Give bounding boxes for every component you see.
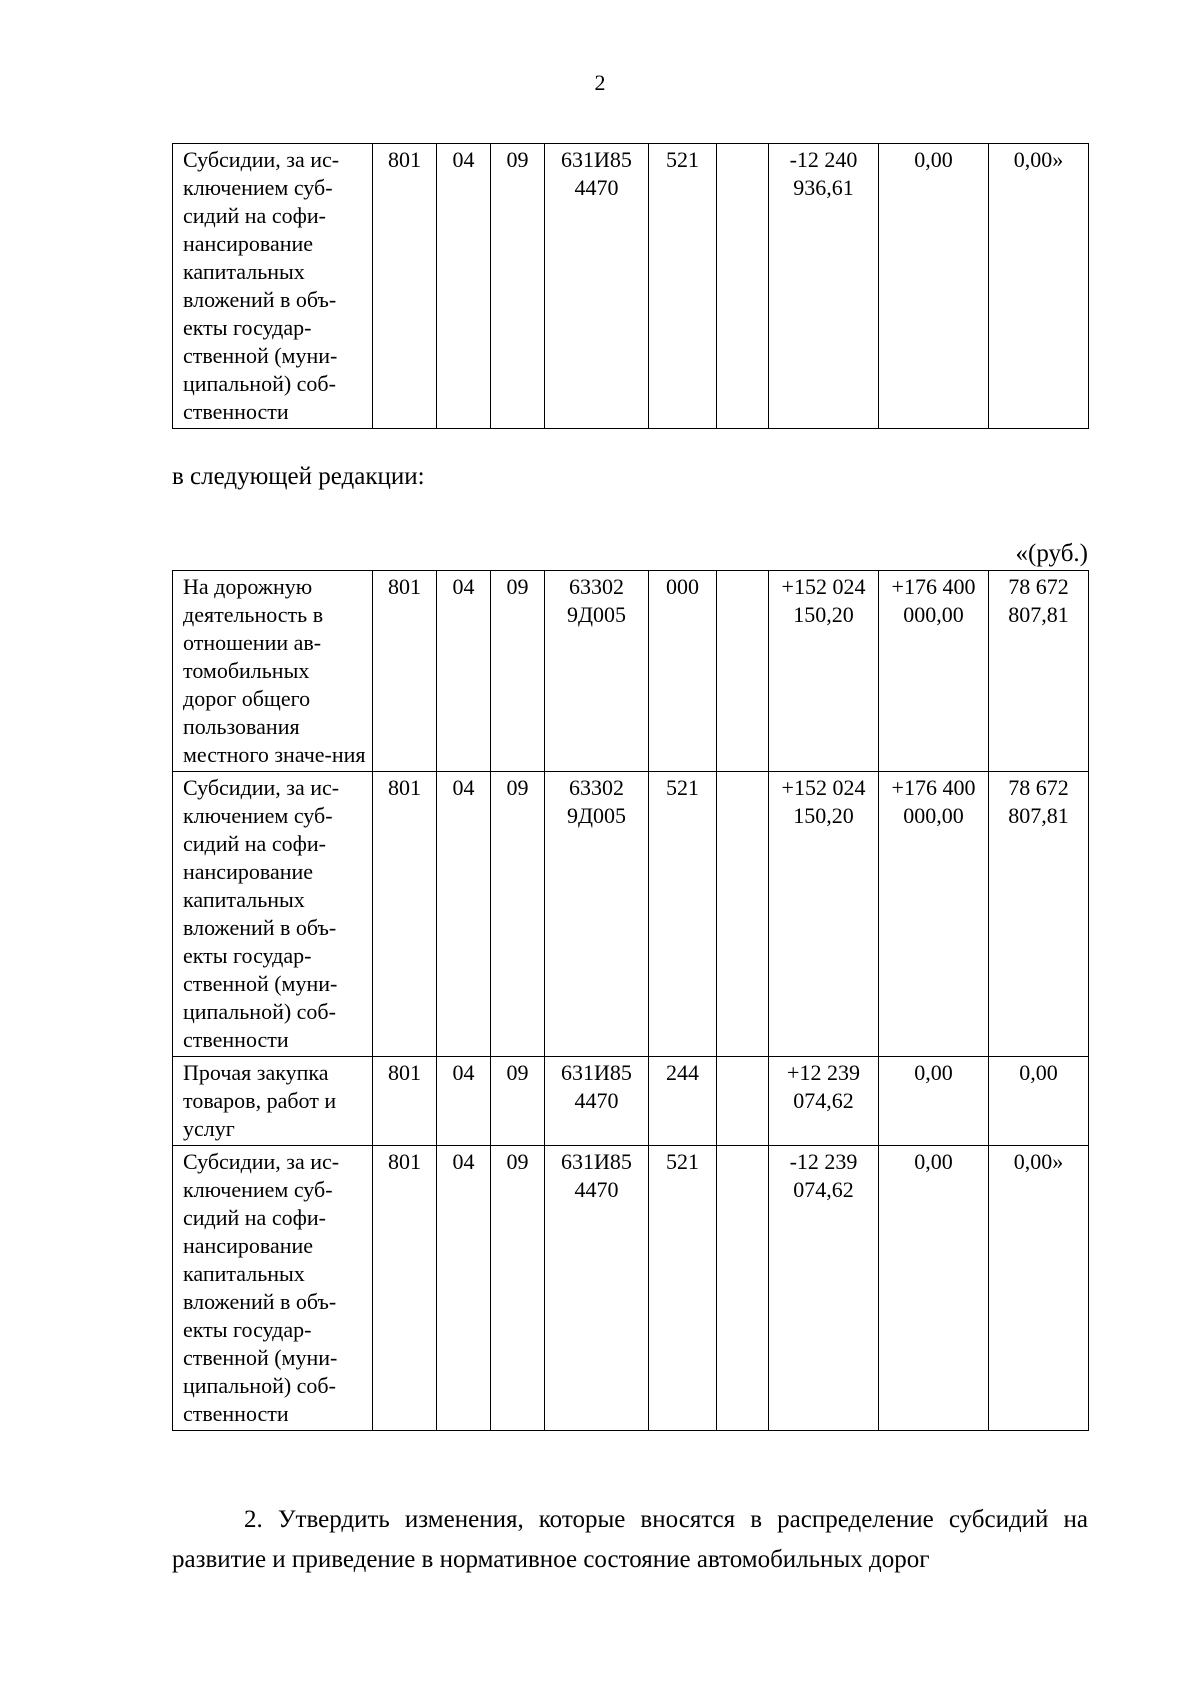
table-row (173, 1057, 1089, 1146)
amount-year3-cell: 0,00» (989, 144, 1089, 429)
redaction-heading: в следующей редакции: (172, 463, 425, 490)
ministry-code-cell: 801 (373, 1057, 437, 1146)
target-article-cell: 631И85 4470 (545, 144, 649, 429)
amount-year1-cell: +152 024 150,20 (769, 571, 879, 772)
row-name-cell: Субсидии, за ис-ключением суб-сидий на софи-нансирование капитальных вложений в объ-екты государ-ственной (муни-ципальной) соб-ственности (173, 144, 373, 429)
amount-year1-cell: -12 239 074,62 (769, 1146, 879, 1431)
expense-type-cell: 521 (649, 772, 717, 1057)
amount-year3-cell: 0,00 (989, 1057, 1089, 1146)
row-name-cell: Субсидии, за ис-ключением суб-сидий на софи-нансирование капитальных вложений в объ-екты государ-ственной (муни-ципальной) соб-ственности (173, 1146, 373, 1431)
subsection-cell: 09 (491, 571, 545, 772)
ministry-code-cell: 801 (373, 571, 437, 772)
target-article-cell: 631И85 4470 (545, 1146, 649, 1431)
subsection-cell: 09 (491, 1146, 545, 1431)
target-article-cell: 631И85 4470 (545, 1057, 649, 1146)
ministry-code-cell: 801 (373, 1146, 437, 1431)
empty-cell (717, 1146, 769, 1431)
target-article-cell: 63302 9Д005 (545, 772, 649, 1057)
subsection-cell: 09 (491, 144, 545, 429)
table-row (173, 1146, 1089, 1431)
amount-year3-cell: 78 672 807,81 (989, 772, 1089, 1057)
amount-year2-cell: +176 400 000,00 (879, 571, 989, 772)
amount-year2-cell: 0,00 (879, 1057, 989, 1146)
section-cell: 04 (437, 1057, 491, 1146)
expense-type-cell: 521 (649, 144, 717, 429)
row-name-cell: На дорожную деятельность в отношении ав-томобильных дорог общего пользования местного значе-ния (173, 571, 373, 772)
ministry-code-cell: 801 (373, 772, 437, 1057)
table-row (173, 571, 1089, 772)
table-row (173, 144, 1089, 429)
amount-year3-cell: 78 672 807,81 (989, 571, 1089, 772)
amount-year1-cell: +12 239 074,62 (769, 1057, 879, 1146)
amount-year2-cell: +176 400 000,00 (879, 772, 989, 1057)
ministry-code-cell: 801 (373, 144, 437, 429)
empty-cell (717, 1057, 769, 1146)
budget-table-after (172, 570, 1089, 1431)
section-cell: 04 (437, 144, 491, 429)
expense-type-cell: 000 (649, 571, 717, 772)
paragraph-2: 2. Утвердить изменения, которые вносятся в распределение субсидий на развитие и приведение в нормативное состояние автомобильных дорог (172, 1506, 1088, 1573)
row-name-cell: Прочая закупка товаров, работ и услуг (173, 1057, 373, 1146)
empty-cell (717, 772, 769, 1057)
amount-year3-cell: 0,00» (989, 1146, 1089, 1431)
table-row (173, 772, 1089, 1057)
target-article-cell: 63302 9Д005 (545, 571, 649, 772)
amount-year2-cell: 0,00 (879, 1146, 989, 1431)
budget-table-before (172, 143, 1089, 429)
subsection-cell: 09 (491, 772, 545, 1057)
empty-cell (717, 571, 769, 772)
section-cell: 04 (437, 1146, 491, 1431)
section-cell: 04 (437, 571, 491, 772)
empty-cell (717, 144, 769, 429)
amount-year1-cell: +152 024 150,20 (769, 772, 879, 1057)
amount-year1-cell: -12 240 936,61 (769, 144, 879, 429)
expense-type-cell: 521 (649, 1146, 717, 1431)
amount-year2-cell: 0,00 (879, 144, 989, 429)
page-number: 2 (594, 70, 606, 95)
subsection-cell: 09 (491, 1057, 545, 1146)
row-name-cell: Субсидии, за ис-ключением суб-сидий на софи-нансирование капитальных вложений в объ-екты государ-ственной (муни-ципальной) соб-ственности (173, 772, 373, 1057)
expense-type-cell: 244 (649, 1057, 717, 1146)
section-cell: 04 (437, 772, 491, 1057)
unit-label: «(руб.) (1015, 540, 1088, 567)
